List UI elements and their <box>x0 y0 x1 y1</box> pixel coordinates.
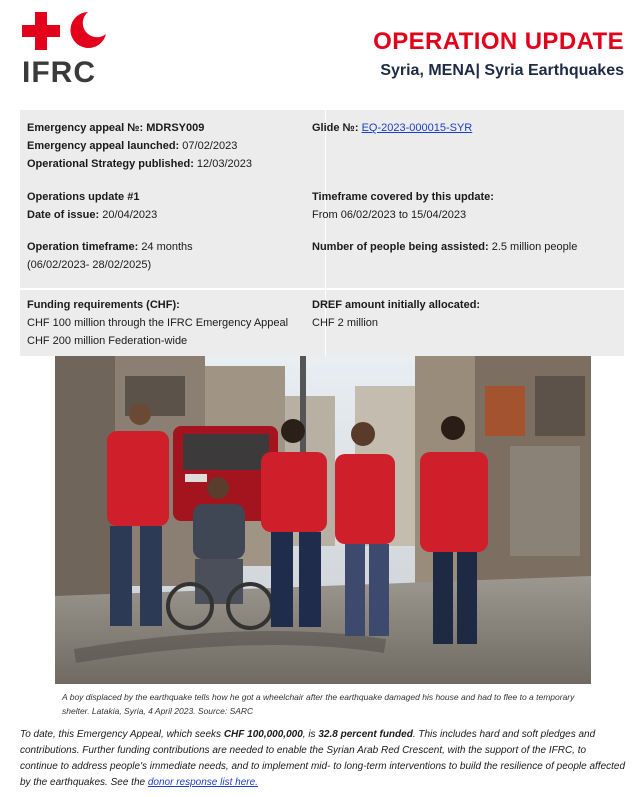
glide-number: Glide №: EQ-2023-000015-SYR <box>312 122 473 134</box>
dref-allocation: DREF amount initially allocated: CHF 2 million <box>312 299 481 329</box>
funding-summary: To date, this Emergency Appeal, which seeks CHF 100,000,000, is 32.8 percent funded. This includes hard and soft pledges and contributions. Further funding contributions are needed to enable the Syrian Arab Red Crescent, with the support of the IFRC, to continue to address people's immediate needs, and to implement mid- to long-term interventions to build the resilience of people affected by the earthquakes. See the donor response list here. <box>20 729 626 788</box>
operations-update: Operations update #1 Date of issue: 20/04/2023 <box>27 191 158 221</box>
funding-requirements: Funding requirements (CHF): CHF 100 million through the IFRC Emergency Appeal CHF 200 million Federation-wide <box>27 299 289 347</box>
red-crescent-icon <box>68 10 108 50</box>
donor-response-link[interactable]: donor response list here. <box>147 777 258 788</box>
glide-link[interactable]: EQ-2023-000015-SYR <box>361 122 473 134</box>
photo-caption: A boy displaced by the earthquake tells how he got a wheelchair after the earthquake damaged his house and had to flee to a temporary shelter. Latakia, Syria, 4 April 2023. Source: SARC <box>62 692 575 716</box>
field-photo <box>55 356 591 684</box>
appeal-info-box <box>20 110 624 356</box>
logo-text: IFRC <box>22 56 96 89</box>
timeframe-covered: Timeframe covered by this update: From 06/02/2023 to 15/04/2023 <box>312 191 494 221</box>
appeal-details: Emergency appeal №: MDRSY009 Emergency appeal launched: 07/02/2023 Operational Strategy published: 12/03/2023 <box>27 122 252 170</box>
page-title: OPERATION UPDATE <box>373 28 624 55</box>
red-cross-icon <box>22 12 60 50</box>
operation-timeframe: Operation timeframe: 24 months (06/02/2023- 28/02/2025) <box>27 241 193 271</box>
ifrc-logo <box>22 8 112 88</box>
people-assisted: Number of people being assisted: 2.5 million people <box>312 241 578 253</box>
page-subtitle: Syria, MENA| Syria Earthquakes <box>380 62 624 79</box>
